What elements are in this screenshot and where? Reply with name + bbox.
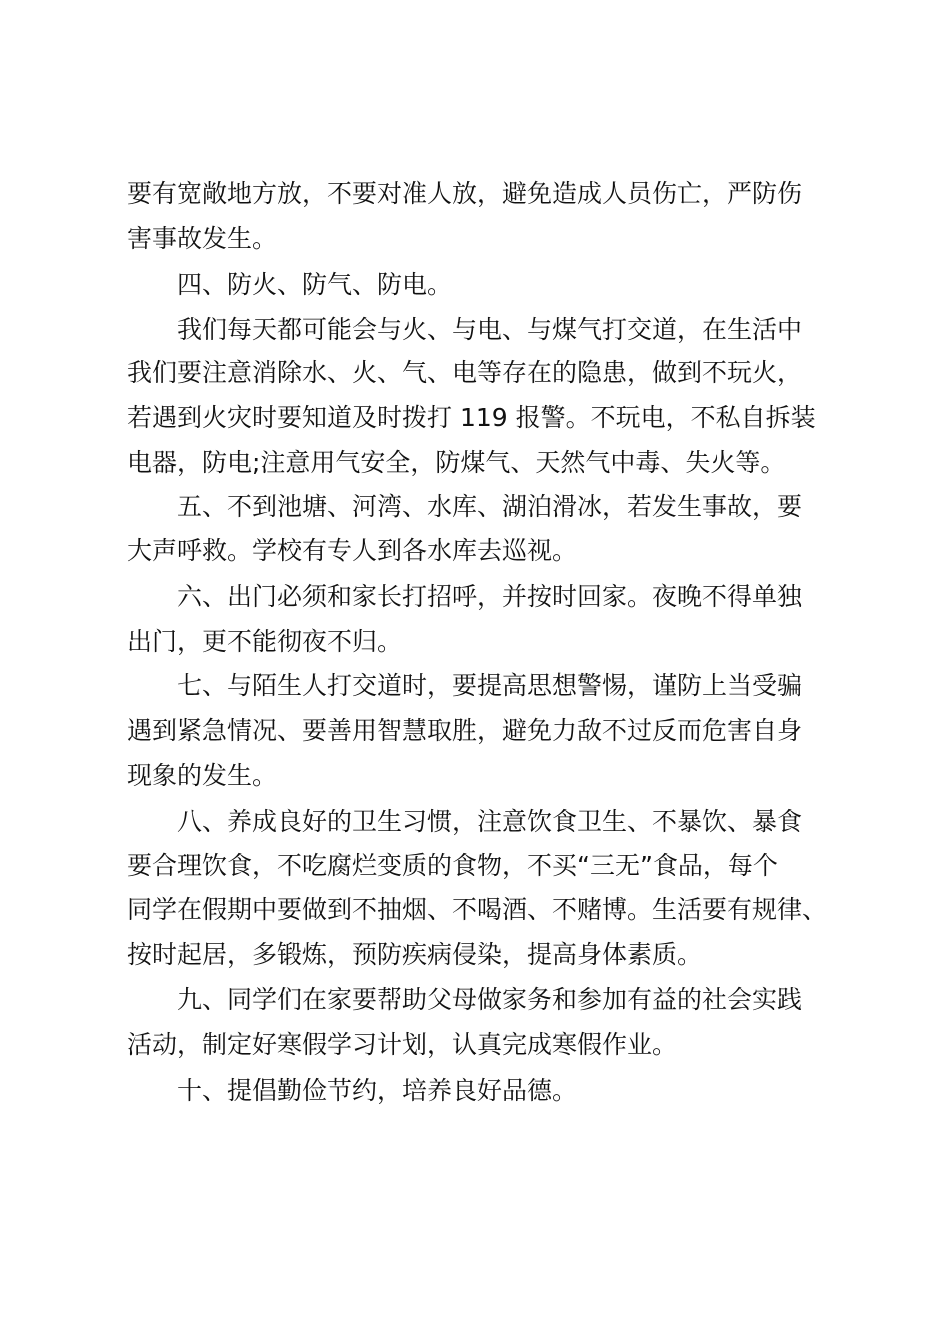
section-heading: 四、防火、防气、防电。 (177, 270, 453, 299)
text-line: 大声呼救。学校有专人到各水库去巡视。 (127, 536, 578, 565)
text-line: 遇到紧急情况、要善用智慧取胜，避免力敌不过反而危害自身 (127, 716, 803, 745)
text-line: 我们要注意消除水、火、气、电等存在的隐患，做到不玩火， (127, 358, 803, 387)
paragraph-first-line: 我们每天都可能会与火、与电、与煤气打交道，在生活中 (177, 315, 803, 344)
section-first-line: 七、与陌生人打交道时，要提高思想警惕，谨防上当受骗 (177, 671, 803, 700)
text-line: 要有宽敞地方放，不要对准人放，避免造成人员伤亡，严防伤 (127, 179, 803, 208)
text-line: 同学在假期中要做到不抽烟、不喝酒、不赌博。生活要有规律、 (127, 895, 828, 924)
section-first-line: 六、出门必须和家长打招呼，并按时回家。夜晚不得单独 (177, 582, 803, 611)
text-line: 若遇到火灾时要知道及时拨打 119 报警。不玩电，不私自拆装 (127, 403, 816, 432)
text-line: 害事故发生。 (127, 224, 278, 253)
text-line: 按时起居，多锻炼，预防疾病侵染，提高身体素质。 (127, 940, 703, 969)
text-line: 电器，防电;注意用气安全，防煤气、天然气中毒、失火等。 (127, 448, 786, 477)
section-first-line: 八、养成良好的卫生习惯，注意饮食卫生、不暴饮、暴食 (177, 807, 803, 836)
text-line: 出门，更不能彻夜不归。 (127, 627, 403, 656)
text-line: 要合理饮食，不吃腐烂变质的食物，不买“三无”食品，每个 (127, 851, 778, 880)
text-line: 活动，制定好寒假学习计划，认真完成寒假作业。 (127, 1030, 678, 1059)
section-first-line: 十、提倡勤俭节约，培养良好品德。 (177, 1076, 578, 1105)
section-first-line: 五、不到池塘、河湾、水库、湖泊滑冰，若发生事故，要 (177, 492, 803, 521)
text-line: 现象的发生。 (127, 761, 278, 790)
section-first-line: 九、同学们在家要帮助父母做家务和参加有益的社会实践 (177, 985, 803, 1014)
